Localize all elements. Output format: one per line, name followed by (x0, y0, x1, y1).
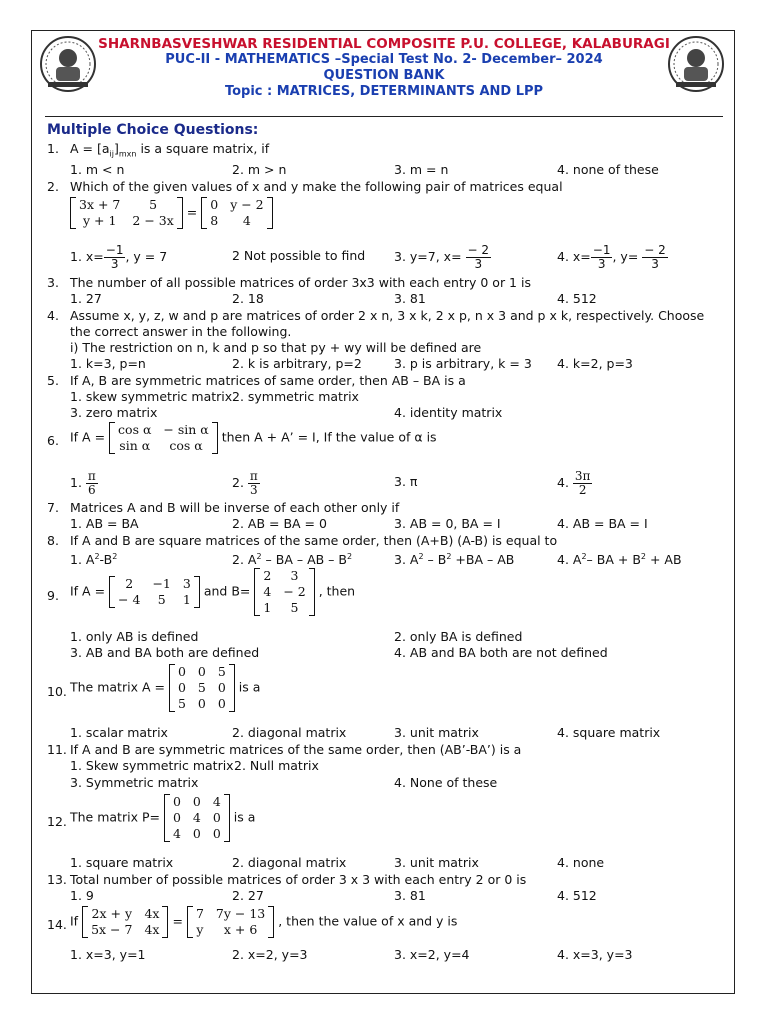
q12-option-3: 3. unit matrix (394, 855, 479, 870)
matrix-cell: 4 (263, 584, 272, 599)
q1-number: 1. (47, 141, 59, 156)
q4-text-line-1: Assume x, y, z, w and p are matrices of order 2 x n, 3 x k, 2 x p, n x 3 and p x k, respectively. Choose (70, 308, 705, 323)
q1-option-4: 4. none of these (557, 162, 659, 177)
q12-option-1: 1. square matrix (70, 855, 174, 870)
matrix-cell: 4x (144, 922, 160, 937)
fraction-den: 6 (88, 483, 96, 497)
fraction-num: π (249, 469, 258, 483)
section-title: Multiple Choice Questions: (47, 122, 259, 138)
q5-number: 5. (47, 373, 59, 388)
header-divider (45, 116, 723, 117)
q13-option-2: 2. 27 (232, 888, 264, 903)
q8-number: 8. (47, 533, 59, 548)
fraction-den: 3 (597, 257, 606, 271)
opt-text: , y = 7 (125, 249, 168, 264)
fraction-num: −1 (592, 243, 611, 257)
matrix-cell: 5 (197, 680, 206, 695)
matrix-cell: − 4 (118, 592, 141, 607)
q5-option-4: 4. identity matrix (394, 405, 503, 420)
opt-sup: 2 (581, 552, 587, 561)
q10-text (70, 664, 260, 712)
q14-option-3: 3. x=2, y=4 (394, 947, 470, 962)
topic-title: Topic : MATRICES, DETERMINANTS AND LPP (224, 84, 544, 99)
q6-option-1 (70, 470, 98, 497)
q2-option-2: 2 Not possible to find (232, 248, 366, 263)
q12-number: 12. (47, 814, 67, 829)
opt-sup: 2 (256, 552, 262, 561)
matrix-cell: 1 (263, 600, 272, 615)
q3-option-4: 4. 512 (557, 291, 597, 306)
q9-number: 9. (47, 588, 59, 603)
q4-option-2: 2. k is arbitrary, p=2 (232, 356, 362, 371)
matrix-cell: sin α (119, 438, 151, 453)
matrix-cell: 4 (172, 826, 181, 841)
q9-option-1: 1. only AB is defined (70, 629, 199, 644)
q5-option-2: 2. symmetric matrix (232, 389, 359, 404)
matrix-cell: 1 (182, 592, 191, 607)
q14-option-2: 2. x=2, y=3 (232, 947, 308, 962)
opt-text: 2. (232, 475, 244, 490)
matrix (109, 422, 218, 454)
q1-text (70, 141, 269, 163)
q3-option-3: 3. 81 (394, 291, 426, 306)
q3-text: The number of all possible matrices of order 3x3 with each entry 0 or 1 is (70, 275, 531, 290)
q6-option-4 (557, 470, 592, 497)
matrix-cell: − sin α (163, 422, 209, 437)
matrix-cell: 0 (197, 696, 206, 711)
q4-option-4: 4. k=2, p=3 (557, 356, 633, 371)
matrix-cell: − 2 (283, 584, 306, 599)
opt-sup: 2 (640, 552, 646, 561)
document-header (0, 36, 768, 100)
q10-number: 10. (47, 684, 67, 699)
test-title: PUC-II - MATHEMATICS –Special Test No. 2- December– 2024 (165, 52, 603, 67)
q6-suffix: then A + A’ = I, If the value of α is (221, 429, 437, 445)
q14-text (70, 906, 457, 938)
q2-text: Which of the given values of x and y make the following pair of matrices equal (70, 179, 563, 194)
q1-option-3: 3. m = n (394, 162, 449, 177)
opt-text: -B (99, 552, 113, 568)
q9-text (70, 568, 355, 616)
fraction-den: 3 (110, 257, 119, 271)
matrix-cell: 3x + 7 (79, 197, 121, 212)
q5-text: If A, B are symmetric matrices of same order, then AB – BA is a (70, 373, 466, 388)
q1-part: ] (113, 141, 119, 156)
fraction-den: 3 (651, 257, 659, 271)
q9-prefix: If A = (70, 583, 106, 599)
q14-option-1: 1. x=3, y=1 (70, 947, 146, 962)
q11-option-1: 1. Skew symmetric matrix (70, 758, 234, 773)
matrix-cell: 0 (192, 794, 201, 809)
q12-option-4: 4. none (557, 855, 605, 870)
opt-sup: 2 (418, 552, 424, 561)
opt-text: 4. A (557, 552, 582, 568)
q1-part: A = [a (70, 141, 110, 156)
opt-text: 1. x= (70, 249, 104, 264)
opt-sup: 2 (112, 552, 118, 561)
matrix-cell: 2 − 3x (132, 213, 174, 228)
q7-option-3: 3. AB = 0, BA = I (394, 516, 501, 531)
matrix-cell: 0 (192, 826, 201, 841)
q13-number: 13. (47, 872, 67, 887)
matrix (254, 568, 314, 616)
matrix (70, 197, 183, 229)
q4-number: 4. (47, 308, 59, 323)
q11-text: If A and B are symmetric matrices of the same order, then (AB’-BA’) is a (70, 742, 522, 757)
opt-text: +BA – AB (451, 552, 515, 568)
matrix-cell: 0 (212, 810, 221, 825)
q11-option-2: 2. Null matrix (234, 758, 319, 773)
opt-text: 1. (70, 475, 82, 490)
matrix-cell: 0 (172, 794, 181, 809)
q10-option-4: 4. square matrix (557, 725, 661, 740)
matrix-cell: y − 2 (230, 197, 264, 212)
q2-option-1 (70, 244, 167, 271)
matrix-cell: y + 1 (82, 213, 117, 228)
matrix (187, 906, 274, 938)
q7-option-4: 4. AB = BA = I (557, 516, 648, 531)
fraction-num: π (87, 469, 96, 483)
q13-text: Total number of possible matrices of order 3 x 3 with each entry 2 or 0 is (70, 872, 527, 887)
matrix-cell: 4 (192, 810, 201, 825)
q2-number: 2. (47, 179, 59, 194)
equals-sign: = (186, 204, 198, 220)
matrix-cell: 2 (263, 568, 272, 583)
q3-option-2: 2. 18 (232, 291, 264, 306)
matrix-cell: 5 (149, 197, 158, 212)
q13-option-4: 4. 512 (557, 888, 597, 903)
q3-option-1: 1. 27 (70, 291, 102, 306)
matrix-cell: 7 (195, 906, 204, 921)
opt-sup: 2 (94, 552, 100, 561)
q12-prefix: The matrix P= (70, 809, 160, 825)
q11-option-3: 3. Symmetric matrix (70, 775, 199, 790)
q2-option-4 (557, 244, 668, 271)
q13-option-1: 1. 9 (70, 888, 94, 903)
q11-number: 11. (47, 742, 67, 757)
q1-part: is a square matrix, if (136, 141, 270, 156)
q14-option-4: 4. x=3, y=3 (557, 947, 633, 962)
opt-text: 3. y=7, x= (394, 249, 462, 264)
matrix-cell: 2x + y (91, 906, 133, 921)
q3-number: 3. (47, 275, 59, 290)
opt-text: + AB (646, 552, 682, 568)
matrix-cell: 4x (144, 906, 160, 921)
equals-sign: = (172, 913, 183, 929)
matrix-cell: 5 (177, 696, 186, 711)
matrix-cell: 5x − 7 (91, 922, 133, 937)
matrix-cell: cos α (118, 422, 152, 437)
q4-text-line-3: i) The restriction on n, k and p so that py + wy will be defined are (70, 340, 482, 355)
q10-option-1: 1. scalar matrix (70, 725, 168, 740)
q12-option-2: 2. diagonal matrix (232, 855, 347, 870)
opt-text: – BA – AB – B (261, 552, 347, 568)
q8-option-4 (557, 549, 682, 568)
matrix-cell: 0 (172, 810, 181, 825)
q11-option-4: 4. None of these (394, 775, 498, 790)
q10-option-3: 3. unit matrix (394, 725, 479, 740)
q8-option-3 (394, 549, 514, 568)
q1-sub: ij (109, 149, 114, 159)
q12-text (70, 794, 255, 842)
q9-suffix: , then (318, 583, 356, 599)
q10-option-2: 2. diagonal matrix (232, 725, 347, 740)
q7-option-1: 1. AB = BA (70, 516, 139, 531)
q5-option-1: 1. skew symmetric matrix (70, 389, 233, 404)
opt-text: 2. A (232, 552, 257, 568)
fraction-num: 3π (574, 469, 591, 483)
matrix-cell: 7y − 13 (215, 906, 266, 921)
matrix-cell: −1 (152, 576, 171, 591)
q6-option-2 (232, 470, 260, 497)
q6-option-3: 3. π (394, 474, 418, 489)
fraction-num: − 2 (467, 243, 490, 257)
q10-prefix: The matrix A = (70, 679, 165, 695)
q2-option-3 (394, 244, 491, 271)
opt-text: 4. x= (557, 249, 591, 264)
college-name: SHARNBASVESHWAR RESIDENTIAL COMPOSITE P.U. COLLEGE, KALABURAGI (98, 36, 670, 52)
q9-option-4: 4. AB and BA both are not defined (394, 645, 608, 660)
fraction-den: 2 (578, 483, 587, 497)
matrix-cell: 5 (290, 600, 299, 615)
matrix (109, 576, 200, 608)
matrix-cell: 0 (212, 826, 221, 841)
matrix (169, 664, 235, 712)
q9-mid: and B= (203, 583, 251, 599)
q14-prefix: If (70, 913, 79, 929)
matrix-cell: 4 (242, 213, 251, 228)
q8-option-2 (232, 549, 352, 568)
q7-number: 7. (47, 500, 59, 515)
q1-sub: mxn (118, 149, 137, 159)
q14-suffix: , then the value of x and y is (278, 913, 458, 929)
opt-text: 4. (557, 475, 569, 490)
matrix-cell: 0 (177, 664, 186, 679)
fraction-den: 3 (250, 483, 258, 497)
q7-option-2: 2. AB = BA = 0 (232, 516, 327, 531)
matrix-cell: 3 (182, 576, 191, 591)
matrix-cell: x + 6 (223, 922, 258, 937)
matrix-cell: 0 (217, 696, 226, 711)
matrix (82, 906, 168, 938)
q6-number: 6. (47, 433, 59, 448)
opt-sup: 2 (346, 552, 353, 561)
opt-text: – BA + B (586, 552, 641, 568)
matrix-cell: 5 (217, 664, 226, 679)
q14-number: 14. (47, 917, 67, 932)
question-bank-title: QUESTION BANK (323, 68, 445, 83)
q4-option-3: 3. p is arbitrary, k = 3 (394, 356, 532, 371)
q13-option-3: 3. 81 (394, 888, 426, 903)
q8-option-1 (70, 549, 117, 568)
q6-text (70, 422, 437, 454)
q1-option-1: 1. m < n (70, 162, 125, 177)
opt-text: , y= (612, 249, 639, 264)
matrix-cell: 8 (210, 213, 219, 228)
q6-prefix: If A = (70, 429, 106, 445)
q1-option-2: 2. m > n (232, 162, 287, 177)
q2-matrix-equation (70, 197, 273, 229)
fraction-num: − 2 (644, 243, 666, 257)
q8-text: If A and B are square matrices of the same order, then (A+B) (A-B) is equal to (70, 533, 558, 548)
matrix-cell: 0 (197, 664, 206, 679)
q10-suffix: is a (238, 679, 261, 695)
matrix-cell: cos α (169, 438, 203, 453)
q9-option-2: 2. only BA is defined (394, 629, 523, 644)
fraction-num: −1 (105, 243, 124, 257)
matrix-cell: 4 (212, 794, 221, 809)
q12-suffix: is a (233, 809, 256, 825)
q5-option-3: 3. zero matrix (70, 405, 158, 420)
matrix-cell: 0 (177, 680, 186, 695)
matrix (164, 794, 230, 842)
opt-text: – B (423, 552, 447, 568)
opt-text: 1. A (70, 552, 95, 568)
opt-text: 3. A (394, 552, 419, 568)
matrix-cell: y (196, 922, 204, 937)
matrix-cell: 5 (157, 592, 166, 607)
fraction-den: 3 (474, 257, 483, 271)
opt-sup: 2 (446, 552, 452, 561)
matrix-cell: 2 (125, 576, 134, 591)
matrix-cell: 0 (210, 197, 219, 212)
matrix-cell: 0 (217, 680, 226, 695)
q7-text: Matrices A and B will be inverse of each other only if (70, 500, 400, 515)
matrix-cell: 3 (290, 568, 299, 583)
q9-option-3: 3. AB and BA both are defined (70, 645, 260, 660)
matrix (201, 197, 272, 229)
q4-text-line-2: the correct answer in the following. (70, 324, 292, 339)
q4-option-1: 1. k=3, p=n (70, 356, 146, 371)
